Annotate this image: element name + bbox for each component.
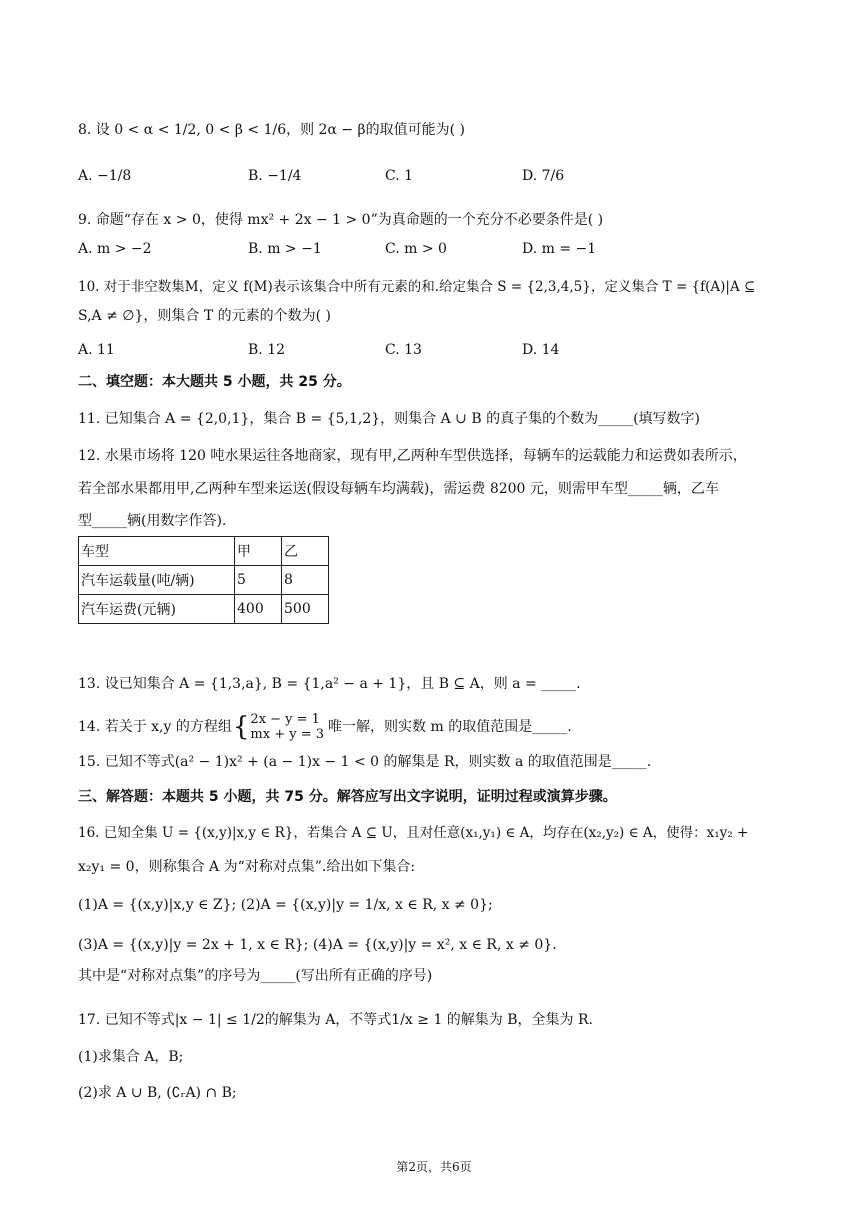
table-cell: 乙 [282, 537, 329, 566]
q12-line1: 12. 水果市场将 120 吨水果运往各地商家，现有甲,乙两种车型供选择，每辆车的运载能力和运费如表所示， [78, 448, 747, 464]
q16-line5: 其中是“对称对点集”的序号为_____(写出所有正确的序号) [78, 968, 433, 984]
q9-option-b: B. m > −1 [248, 241, 322, 257]
q10-option-a: A. 11 [78, 342, 115, 358]
table-row [79, 566, 329, 595]
q17-line1: 17. 已知不等式|x − 1| ≤ 1/2的解集为 A，不等式1/x ≥ 1 的解集为 B，全集为 R. [78, 1012, 593, 1028]
q9-option-a: A. m > −2 [78, 241, 152, 257]
q12-line3: 型_____辆(用数字作答). [78, 513, 227, 529]
table-cell: 汽车运费(元辆) [79, 595, 235, 624]
table-cell: 甲 [235, 537, 282, 566]
table-cell: 8 [282, 566, 329, 595]
q9-option-c: C. m > 0 [385, 241, 447, 257]
q10-stem-line2: S,A ≠ ∅}，则集合 T 的元素的个数为( ) [78, 308, 331, 324]
q14-equation-system [250, 712, 324, 742]
q12-line2: 若全部水果都用甲,乙两种车型来运送(假设每辆车均满载)，需运费 8200 元，则需甲车型_____辆，乙车 [78, 481, 719, 497]
q10-option-c: C. 13 [385, 342, 422, 358]
page-footer: 第2页，共6页 [396, 1160, 472, 1174]
table-row [79, 595, 329, 624]
table-cell: 车型 [79, 537, 235, 566]
q17-line3: (2)求 A ∪ B, (∁ᵣA) ∩ B; [78, 1085, 237, 1101]
q14-prefix: 14. 若关于 x,y 的方程组 [78, 719, 232, 735]
q9-stem: 9. 命题“存在 x > 0，使得 mx² + 2x − 1 > 0”为真命题的一个充分不必要条件是( ) [78, 212, 604, 228]
q9-option-d: D. m = −1 [522, 241, 597, 257]
q16-line1: 16. 已知全集 U = {(x,y)|x,y ∈ R}，若集合 A ⊆ U，且对任意(x₁,y₁) ∈ A，均存在(x₂,y₂) ∈ A，使得：x₁y₂ + [78, 825, 749, 841]
q12-table [78, 536, 329, 624]
section-fill-in-heading: 二、填空题：本大题共 5 小题，共 25 分。 [78, 374, 351, 390]
table-cell: 400 [235, 595, 282, 624]
q11-stem: 11. 已知集合 A = {2,0,1}，集合 B = {5,1,2}，则集合 A ∪ B 的真子集的个数为_____(填写数字) [78, 411, 701, 427]
q15-stem: 15. 已知不等式(a² − 1)x² + (a − 1)x − 1 < 0 的解集是 R，则实数 a 的取值范围是_____. [78, 754, 652, 770]
table-cell: 500 [282, 595, 329, 624]
table-row [79, 537, 329, 566]
q10-stem-line1: 10. 对于非空数集M，定义 f(M)表示该集合中所有元素的和.给定集合 S = {2,3,4,5}，定义集合 T = {f(A)|A ⊆ [78, 279, 756, 295]
q8-option-b: B. −1/4 [248, 168, 302, 184]
q8-option-d: D. 7/6 [522, 168, 565, 184]
q10-option-b: B. 12 [248, 342, 286, 358]
q16-line3: (1)A = {(x,y)|x,y ∈ Z}; (2)A = {(x,y)|y = 1/x, x ∈ R, x ≠ 0}; [78, 897, 493, 913]
q8-stem: 8. 设 0 < α < 1/2, 0 < β < 1/6，则 2α − β的取值可能为( ) [78, 122, 466, 138]
q16-line2: x₂y₁ = 0，则称集合 A 为“对称对点集”.给出如下集合: [78, 859, 416, 875]
q8-option-a: A. −1/8 [78, 168, 132, 184]
table-cell: 5 [235, 566, 282, 595]
left-brace: { [232, 712, 250, 742]
q14-equation-1: 2x − y = 1 [250, 712, 320, 727]
table-cell: 汽车运载量(吨/辆) [79, 566, 235, 595]
q8-option-c: C. 1 [385, 168, 414, 184]
q10-option-d: D. 14 [522, 342, 560, 358]
section-solution-heading: 三、解答题：本题共 5 小题，共 75 分。解答应写出文字说明，证明过程或演算步骤。 [78, 789, 617, 805]
q13-stem: 13. 设已知集合 A = {1,3,a}, B = {1,a² − a + 1}，且 B ⊆ A，则 a = _____. [78, 676, 581, 692]
q16-line4: (3)A = {(x,y)|y = 2x + 1, x ∈ R}; (4)A = {(x,y)|y = x², x ∈ R, x ≠ 0}. [78, 937, 557, 953]
q14-suffix: 唯一解，则实数 m 的取值范围是_____. [328, 719, 572, 735]
q17-line2: (1)求集合 A，B; [78, 1049, 184, 1065]
q14-equation-2: mx + y = 3 [250, 727, 325, 742]
q14-stem [78, 712, 572, 742]
